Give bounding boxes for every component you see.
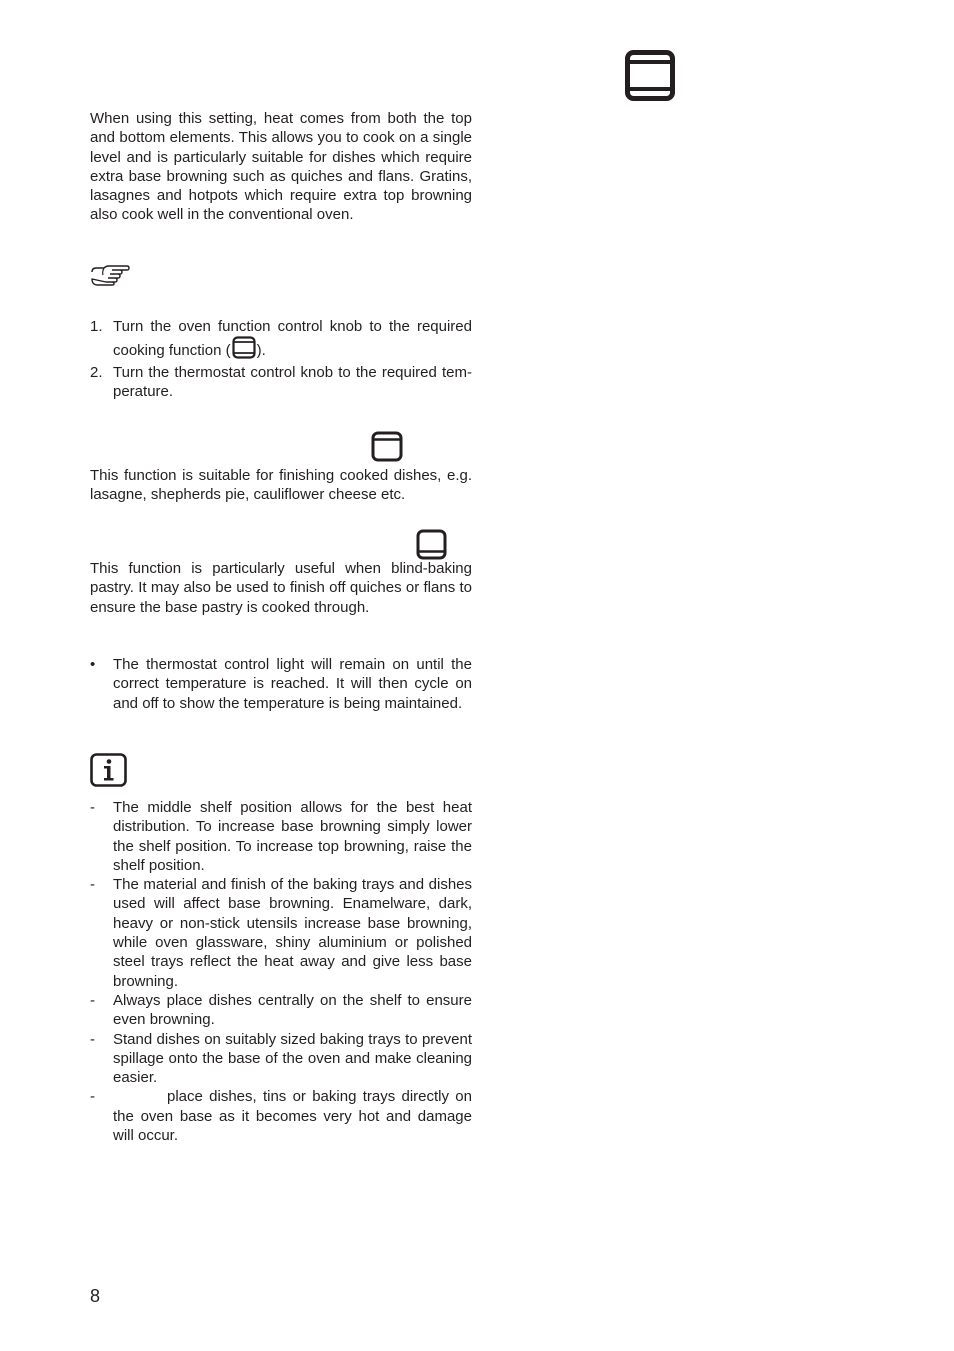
tip-text: The middle shelf position allows for the best heat distribution. To increase base browning simply lower the shelf position. To increase top browning, raise the shelf position.: [113, 799, 472, 874]
top-heat-text: This function is suitable for finishing cooked dishes, e.g. lasagne, shepherds pie, cauliflower cheese etc.: [90, 467, 472, 504]
steps-list: [90, 317, 472, 401]
intro-text: When using this setting, heat comes from both the top and bottom elements. This allows you to cook on a single level and is particularly suitable for dishes which require extra base browning such as quiches and flans. Gratins, lasagnes and hotpots which require extra top browning also cook well in the conventional oven.: [90, 110, 472, 224]
bottom-heat-icon: [416, 529, 447, 560]
tip-item: [90, 875, 472, 991]
tip-marker: -: [90, 1030, 95, 1048]
top-heat-paragraph: [90, 466, 472, 505]
intro-paragraph: [90, 109, 472, 225]
tip-marker: -: [90, 1088, 95, 1106]
tip-text-indented: place dishes, tins or baking trays directly on the oven base as it becomes very hot and damage will occur.: [113, 1088, 472, 1145]
tip-text: Stand dishes on suitably sized baking trays to prevent spillage onto the base of the oven and make cleaning easier.: [113, 1030, 472, 1087]
top-heat-icon: [371, 431, 403, 462]
tip-item: [90, 991, 472, 1030]
tip-item: [90, 798, 472, 875]
bullet-item: [90, 655, 472, 713]
tip-text: Always place dishes centrally on the shelf to ensure even browning.: [113, 991, 472, 1029]
thermostat-note: [90, 655, 472, 713]
information-icon: [90, 753, 127, 787]
bullet-marker: •: [90, 656, 96, 673]
step-item: [90, 317, 472, 361]
step-number: 2.: [90, 363, 103, 381]
step-text: Turn the thermostat control knob to the required tem-perature.: [113, 363, 472, 400]
conventional-oven-inline-icon: [232, 336, 256, 359]
conventional-oven-icon: [625, 50, 675, 101]
tip-item: [90, 1087, 472, 1145]
tip-item: [90, 1030, 472, 1088]
step-number: 1.: [90, 318, 103, 335]
step-item: [90, 363, 472, 402]
tip-marker: -: [90, 799, 95, 816]
tip-marker: -: [90, 876, 95, 894]
pointing-hand-icon: [90, 263, 130, 287]
step-text-after: ).: [256, 342, 266, 360]
tip-text: The material and finish of the baking trays and dishes used will affect base browning. Enamelware, dark, heavy or non-stick utensils increase base browning, while oven glassware, shiny aluminium or polished steel trays reflect the heat away and give less base browning.: [113, 876, 472, 990]
thermostat-note-text: The thermostat control light will remain on until the correct temperature is reached. It will then cycle on and off to show the temperature is being maintained.: [113, 656, 472, 712]
tips-list: [90, 798, 472, 1145]
step-text-before: Turn the oven function control knob to the required cooking function (: [113, 318, 472, 360]
tip-marker: -: [90, 991, 95, 1009]
page-number: 8: [90, 1286, 101, 1306]
bottom-heat-text: This function is particularly useful when blind-baking pastry. It may also be used to finish off quiches or flans to ensure the base pastry is cooked through.: [90, 560, 472, 616]
bottom-heat-paragraph: [90, 559, 472, 617]
